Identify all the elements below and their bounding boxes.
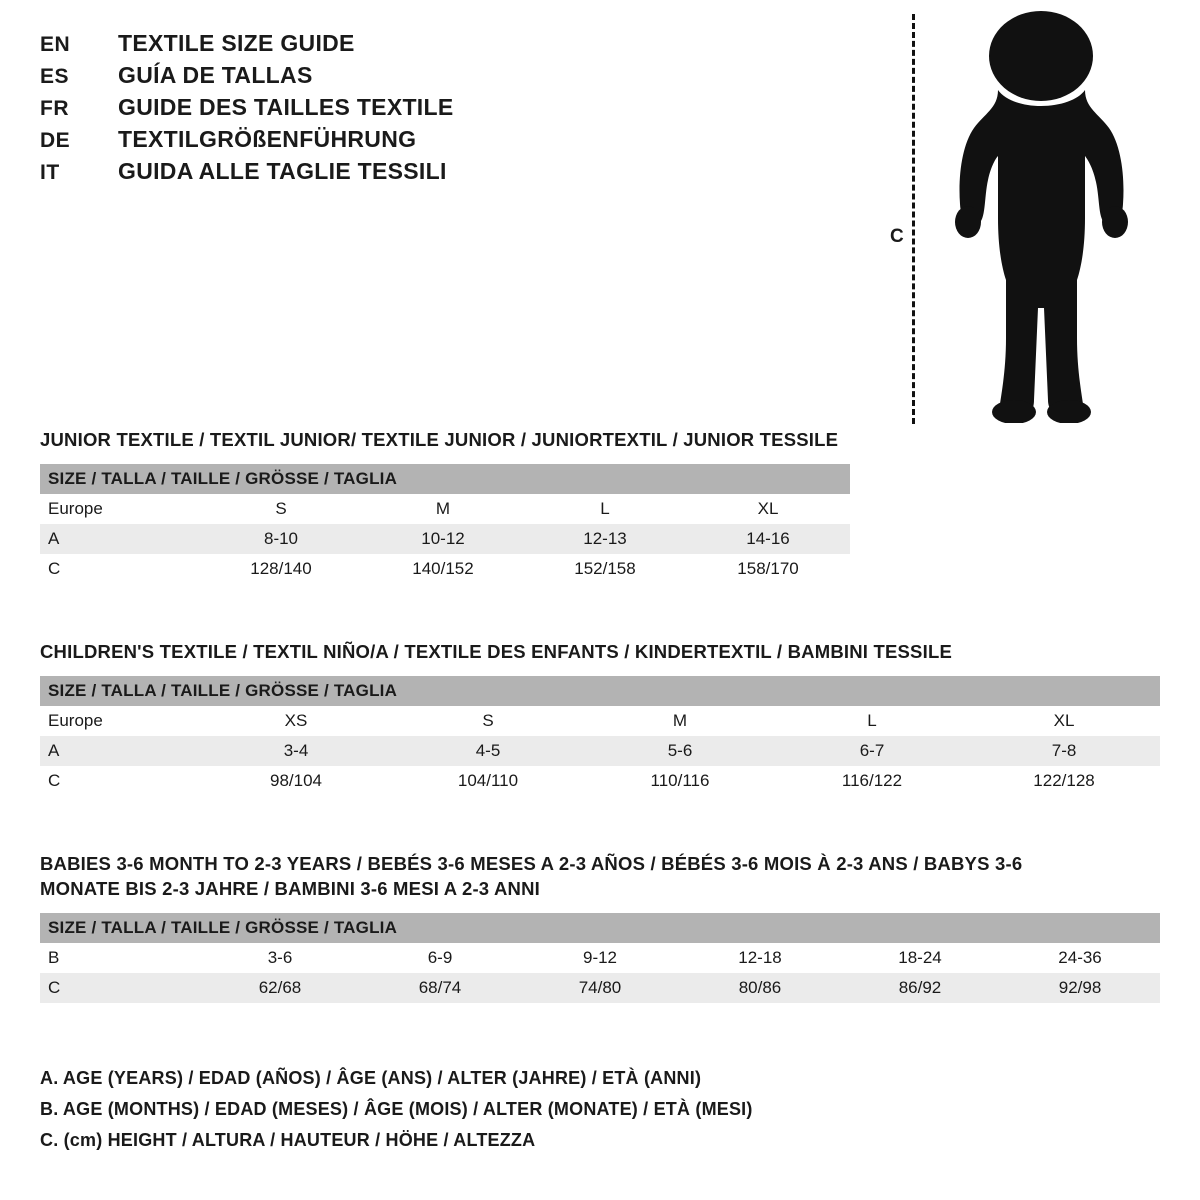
table-header-row	[40, 913, 1160, 943]
table-cell: 152/158	[524, 554, 686, 584]
row-label: Europe	[40, 706, 200, 736]
row-label: C	[40, 766, 200, 796]
table-cell: 6-9	[360, 943, 520, 973]
size-table-children	[40, 676, 1160, 796]
legend-line-age-years: A. AGE (YEARS) / EDAD (AÑOS) / ÂGE (ANS) / ALTER (JAHRE) / ETÀ (ANNI)	[40, 1068, 702, 1088]
table-cell: 74/80	[520, 973, 680, 1003]
table-cell: 14-16	[686, 524, 850, 554]
language-code: EN	[40, 33, 71, 56]
table-cell: 140/152	[362, 554, 524, 584]
section-title: BABIES 3-6 MONTH TO 2-3 YEARS / BEBÉS 3-6 MESES A 2-3 AÑOS / BÉBÉS 3-6 MOIS À 2-3 ANS / BABYS 3-6 MONATE BIS 2-3 JAHRE / BAMBINI 3-6 MESI A 2-3 ANNI	[40, 853, 1023, 899]
table-cell: XL	[968, 706, 1160, 736]
table-header-label: SIZE / TALLA / TAILLE / GRÖSSE / TAGLIA	[40, 464, 850, 494]
row-label: Europe	[40, 494, 200, 524]
table-header-row	[40, 464, 850, 494]
table-cell: 12-13	[524, 524, 686, 554]
table-header-row	[40, 676, 1160, 706]
table-cell: 86/92	[840, 973, 1000, 1003]
row-label: B	[40, 943, 200, 973]
table-cell: S	[200, 494, 362, 524]
language-title: GUIDA ALLE TAGLIE TESSILI	[118, 158, 447, 184]
size-table-babies	[40, 913, 1160, 1003]
table-row	[40, 706, 1160, 736]
child-silhouette-icon	[936, 8, 1146, 423]
table-row	[40, 554, 850, 584]
size-table-junior	[40, 464, 850, 584]
table-cell: M	[362, 494, 524, 524]
table-cell: 3-4	[200, 736, 392, 766]
table-cell: 7-8	[968, 736, 1160, 766]
table-cell: 92/98	[1000, 973, 1160, 1003]
language-row	[40, 62, 600, 89]
table-row	[40, 943, 1160, 973]
table-row	[40, 524, 850, 554]
table-row	[40, 494, 850, 524]
language-title: TEXTILGRÖßENFÜHRUNG	[118, 126, 417, 152]
table-cell: 128/140	[200, 554, 362, 584]
language-title: TEXTILE SIZE GUIDE	[118, 30, 355, 56]
table-cell: 5-6	[584, 736, 776, 766]
language-row	[40, 126, 600, 153]
row-label: C	[40, 973, 200, 1003]
table-cell: 104/110	[392, 766, 584, 796]
language-row	[40, 30, 600, 57]
section-title: JUNIOR TEXTILE / TEXTIL JUNIOR/ TEXTILE JUNIOR / JUNIORTEXTIL / JUNIOR TESSILE	[40, 429, 839, 450]
height-measure-figure	[890, 8, 1150, 428]
table-cell: 9-12	[520, 943, 680, 973]
table-cell: 68/74	[360, 973, 520, 1003]
height-dashed-line	[912, 14, 915, 424]
table-cell: XL	[686, 494, 850, 524]
table-cell: 4-5	[392, 736, 584, 766]
height-measure-label: C	[890, 226, 904, 247]
section-junior-textile	[40, 428, 850, 584]
language-title-block	[40, 30, 600, 190]
table-row	[40, 736, 1160, 766]
table-cell: 98/104	[200, 766, 392, 796]
table-cell: 116/122	[776, 766, 968, 796]
row-label: C	[40, 554, 200, 584]
table-cell: 10-12	[362, 524, 524, 554]
language-title: GUIDE DES TAILLES TEXTILE	[118, 94, 454, 120]
legend-line-height: C. (cm) HEIGHT / ALTURA / HAUTEUR / HÖHE / ALTEZZA	[40, 1130, 536, 1150]
legend-block	[40, 1068, 1040, 1161]
table-cell: 3-6	[200, 943, 360, 973]
table-cell: 8-10	[200, 524, 362, 554]
section-title: CHILDREN'S TEXTILE / TEXTIL NIÑO/A / TEXTILE DES ENFANTS / KINDERTEXTIL / BAMBINI TESSILE	[40, 641, 952, 662]
table-cell: 122/128	[968, 766, 1160, 796]
table-header-label: SIZE / TALLA / TAILLE / GRÖSSE / TAGLIA	[40, 913, 1160, 943]
table-cell: L	[776, 706, 968, 736]
table-cell: 80/86	[680, 973, 840, 1003]
section-babies-textile	[40, 852, 1160, 1003]
table-row	[40, 766, 1160, 796]
table-cell: 158/170	[686, 554, 850, 584]
table-cell: 110/116	[584, 766, 776, 796]
language-row	[40, 94, 600, 121]
table-cell: 62/68	[200, 973, 360, 1003]
table-cell: M	[584, 706, 776, 736]
table-row	[40, 973, 1160, 1003]
table-cell: 18-24	[840, 943, 1000, 973]
language-code: DE	[40, 129, 71, 152]
legend-line-age-months: B. AGE (MONTHS) / EDAD (MESES) / ÂGE (MOIS) / ALTER (MONATE) / ETÀ (MESI)	[40, 1099, 753, 1119]
row-label: A	[40, 736, 200, 766]
table-cell: 12-18	[680, 943, 840, 973]
table-header-label: SIZE / TALLA / TAILLE / GRÖSSE / TAGLIA	[40, 676, 1160, 706]
table-cell: L	[524, 494, 686, 524]
language-code: FR	[40, 97, 69, 120]
section-childrens-textile	[40, 640, 1160, 796]
row-label: A	[40, 524, 200, 554]
table-cell: XS	[200, 706, 392, 736]
language-code: ES	[40, 65, 70, 88]
table-cell: 24-36	[1000, 943, 1160, 973]
table-cell: S	[392, 706, 584, 736]
table-cell: 6-7	[776, 736, 968, 766]
language-code: IT	[40, 161, 60, 184]
language-title: GUÍA DE TALLAS	[118, 62, 313, 88]
language-row	[40, 158, 600, 185]
